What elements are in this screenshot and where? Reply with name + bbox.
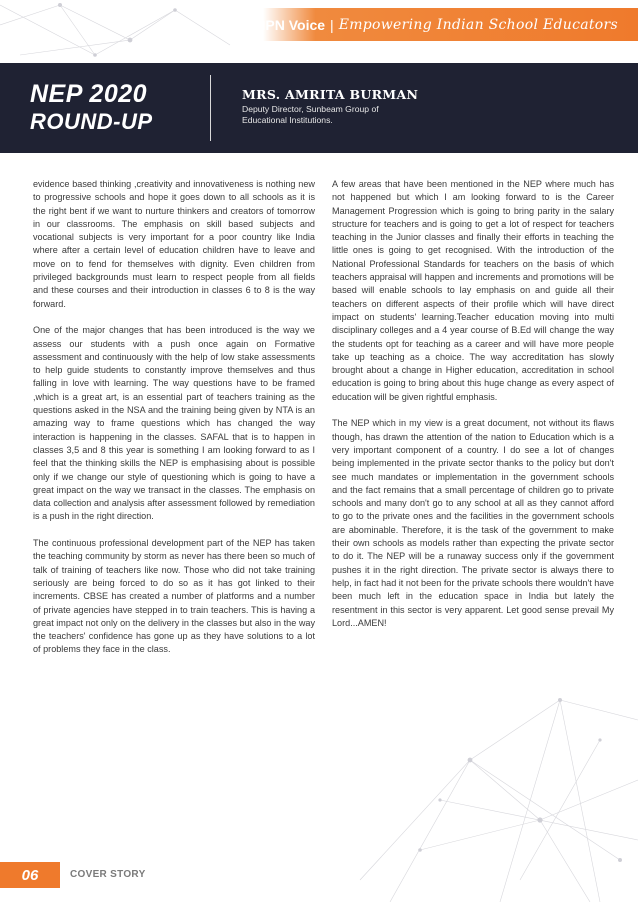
top-banner [263, 8, 638, 41]
article-title-line1: NEP 2020 [30, 80, 148, 108]
author-role: Deputy Director, Sunbeam Group of Educational Institutions. [242, 104, 379, 125]
article-title-line2: ROUND-UP [30, 109, 153, 134]
author-name: MRS. AMRITA BURMAN [242, 87, 419, 102]
paragraph: One of the major changes that has been introduced is the way we assess our students with a push once again on Formative assessment and continuously with the help of low stake assessments to help guide students to constantly improve themselves and thus falling in love with learning. The way questions have to be framed ,which is a great art, is an essential part of teachers training as the questions asked in the NSA and the training being given by NTA is an amazing way to frame questions which has changed the way interaction is happening in the classes. SAFAL that is to happen in classes 3,5 and 8 this year is something I am looking forward to as I feel that the thinking skills the NEP is emphasising about is possible only if we change our style of questioning which is going to have a great impact on the way we transact in the classes. The emphasis on data collection and analysis after assessment followed by remediation is a push in the right direction. [33, 325, 315, 522]
paragraph: The continuous professional development part of the NEP has taken the teaching community by storm as never has there been so much of talk of training of teachers like now. Those who did not take training seriously are being forced to do so as it has got linked to their increments. CBSE has created a number of platforms and a number of private agencies have stepped in to train teachers. This is having a great impact not only on the delivery in the classes but also in the way the teachers' confidence has gone up as they have solutions to a lot of problems they face in the class. [33, 538, 315, 655]
publication-tagline: Empowering Indian School Educators [338, 16, 618, 33]
article-header [0, 63, 638, 153]
paragraph: evidence based thinking ,creativity and innovativeness is nothing new to progressive schools and hope it goes down to all schools as it is the right bent if we want to nurture thinkers and creators of tomorrow in our classrooms. The emphasis on skill based subjects and vocational subjects is very important for a poor country like India where after a certain level of education children have to leave and move on to fend for themselves with dignity. Even children from privileged backgrounds must learn to respect people from all fields and these courses and their introduction in classes 6 to 8 is the way forward. [33, 179, 315, 309]
article-column-right [332, 178, 614, 643]
header-divider [210, 75, 211, 141]
article-column-left [33, 178, 315, 670]
article-title [30, 81, 153, 135]
paragraph: A few areas that have been mentioned in the NEP where much has not happened but which I am looking forward to is the Career Management Progression which is going to bring parity in the salary structure for teachers and is going to get a lot of respect for teachers teaching in the Junior classes and finally their efforts in teaching the little ones is going to get recognised. With the introduction of the National Professional Standards for teachers on the basis of which teachers appraisal will happen and increments and promotions will be based will enable schools to lay emphasis on and guide all their teachers on different aspects of their profile which will have direct impact on students' learning.Teacher education moving into multi disciplinary colleges and a 4 year course of B.Ed will change the way the students opt for teaching as a career and will have more people take up teaching as a choice. The way accreditation has slowly brought about a change in Higher education, accreditation in school education is going to bring about this huge change as every aspect of education will be given rightful emphasis. [332, 179, 614, 402]
banner-separator: | [330, 16, 334, 33]
publication-name: IPN Voice [261, 16, 326, 33]
paragraph: The NEP which in my view is a great document, not without its flaws though, has drawn the attention of the nation to Education which is a very important component of a country. I do see a lot of changes being implemented in the private sector thanks to the policy but don't see much mandates or implementation in the government schools and the fact remains that a small percentage of children go to private schools and many don't go to any school at all as they cannot afford to go to the private ones and the facilities in the government schools are abominable. Therefore, it is the task of the government to make their own schools as models rather than expecting the private sector to do it. The NEP will be a runaway success only if the government pushes it in the right direction. The private sector is always there to help, in fact had it not been for the private schools there wouldn't have been much left in the education space in India but lately the resentment in this sector is very apparent. Let good sense prevail My Lord...AMEN! [332, 418, 614, 628]
page-number: 06 [0, 862, 60, 888]
section-label: COVER STORY [70, 869, 146, 880]
